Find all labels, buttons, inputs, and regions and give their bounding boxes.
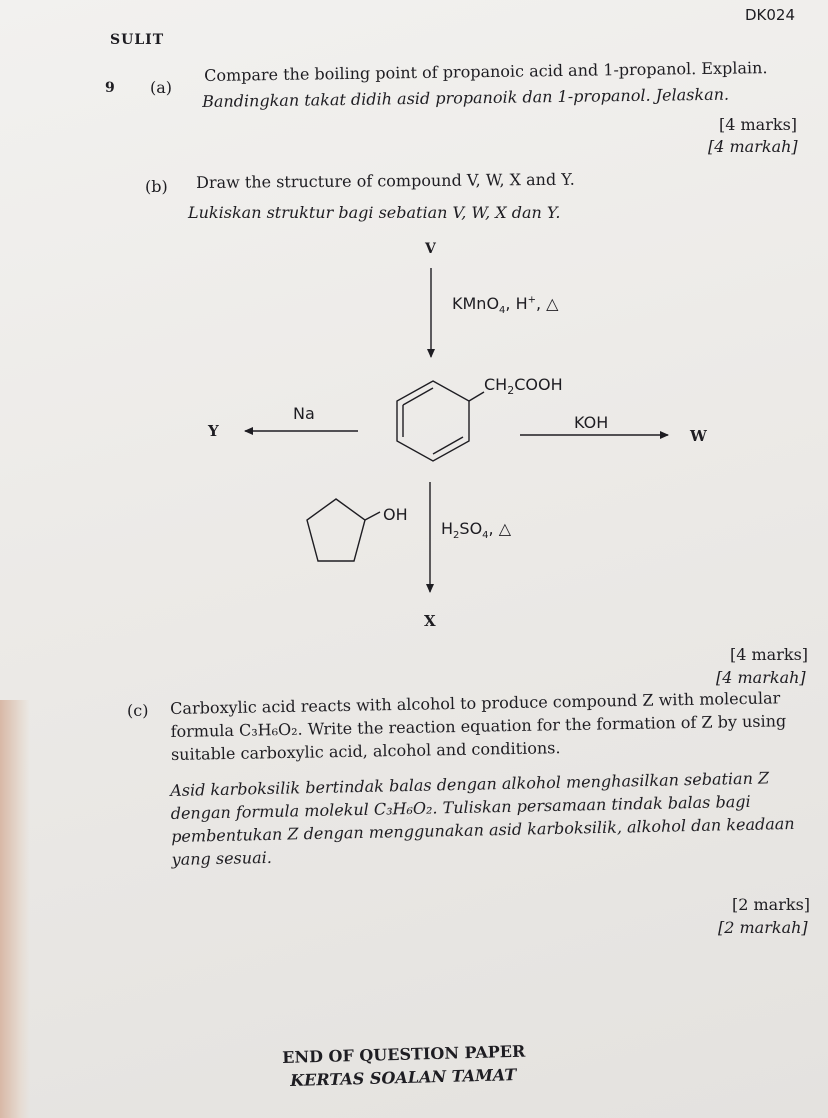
reagent-h2so4: $H_2SO_4$, △ [441,519,512,542]
part-c-question-ms [170,766,795,871]
compound-w: W [690,427,707,445]
part-a-question-ms: Bandingkan takat didih asid propanoik dan 1-propanol. Jelaskan. [202,84,730,111]
part-a-marks-ms: [4 markah] [708,137,798,156]
compound-y: Y [208,422,219,440]
compound-v: V [425,241,436,257]
question-number: 9 [105,80,115,96]
part-c-question-en [170,686,787,766]
part-b-question-ms: Lukiskan struktur bagi sebatian V, W, X dan Y. [188,203,561,222]
part-a-label: (a) [150,78,173,97]
classification-label: SULIT [110,32,165,48]
part-c-label: (c) [127,701,149,720]
hydroxyl-label: OH [383,505,408,524]
part-c-en-line: formula C₃H₆O₂. Write the reaction equation for the formation of Z by using [170,711,787,741]
part-c-ms-line: Asid karboksilik bertindak balas dengan alkohol menghasilkan sebatian Z [170,768,770,800]
part-b-marks-ms: [4 markah] [716,668,806,687]
reagent-kmno4: KMnO$_4$, H+, △ [452,294,559,317]
part-c-en-line: suitable carboxylic acid, alcohol and conditions. [170,738,561,764]
part-a-question-en: Compare the boiling point of propanoic acid and 1-propanol. Explain. [204,58,768,85]
part-b-question-en: Draw the structure of compound V, W, X and Y. [196,169,575,192]
part-b-label: (b) [145,177,168,196]
substituent-ch2cooh: $CH_2COOH$ [484,375,563,398]
part-c-marks-en: [2 marks] [732,895,811,914]
reagent-na: Na [293,404,315,423]
end-of-paper-en: END OF QUESTION PAPER [282,1041,526,1067]
compound-x: X [424,612,436,630]
part-c-marks-ms: [2 markah] [718,918,808,937]
end-of-paper-ms: KERTAS SOALAN TAMAT [290,1065,517,1090]
part-c-ms-line: yang sesuai. [171,847,273,869]
benzene-ring [397,381,484,461]
cyclopentanol-ring [307,499,380,561]
part-c-en-line: Carboxylic acid reacts with alcohol to produce compound Z with molecular [170,688,781,718]
part-b-marks-en: [4 marks] [730,645,809,664]
part-c-ms-line: dengan formula molekul C₃H₆O₂. Tuliskan persamaan tindak balas bagi [170,791,751,823]
part-a-marks-en: [4 marks] [719,115,798,134]
part-c-ms-line: pembentukan Z dengan menggunakan asid karboksilik, alkohol dan keadaan [171,813,795,846]
paper-code: DK024 [745,6,796,24]
reagent-koh: KOH [574,413,609,432]
